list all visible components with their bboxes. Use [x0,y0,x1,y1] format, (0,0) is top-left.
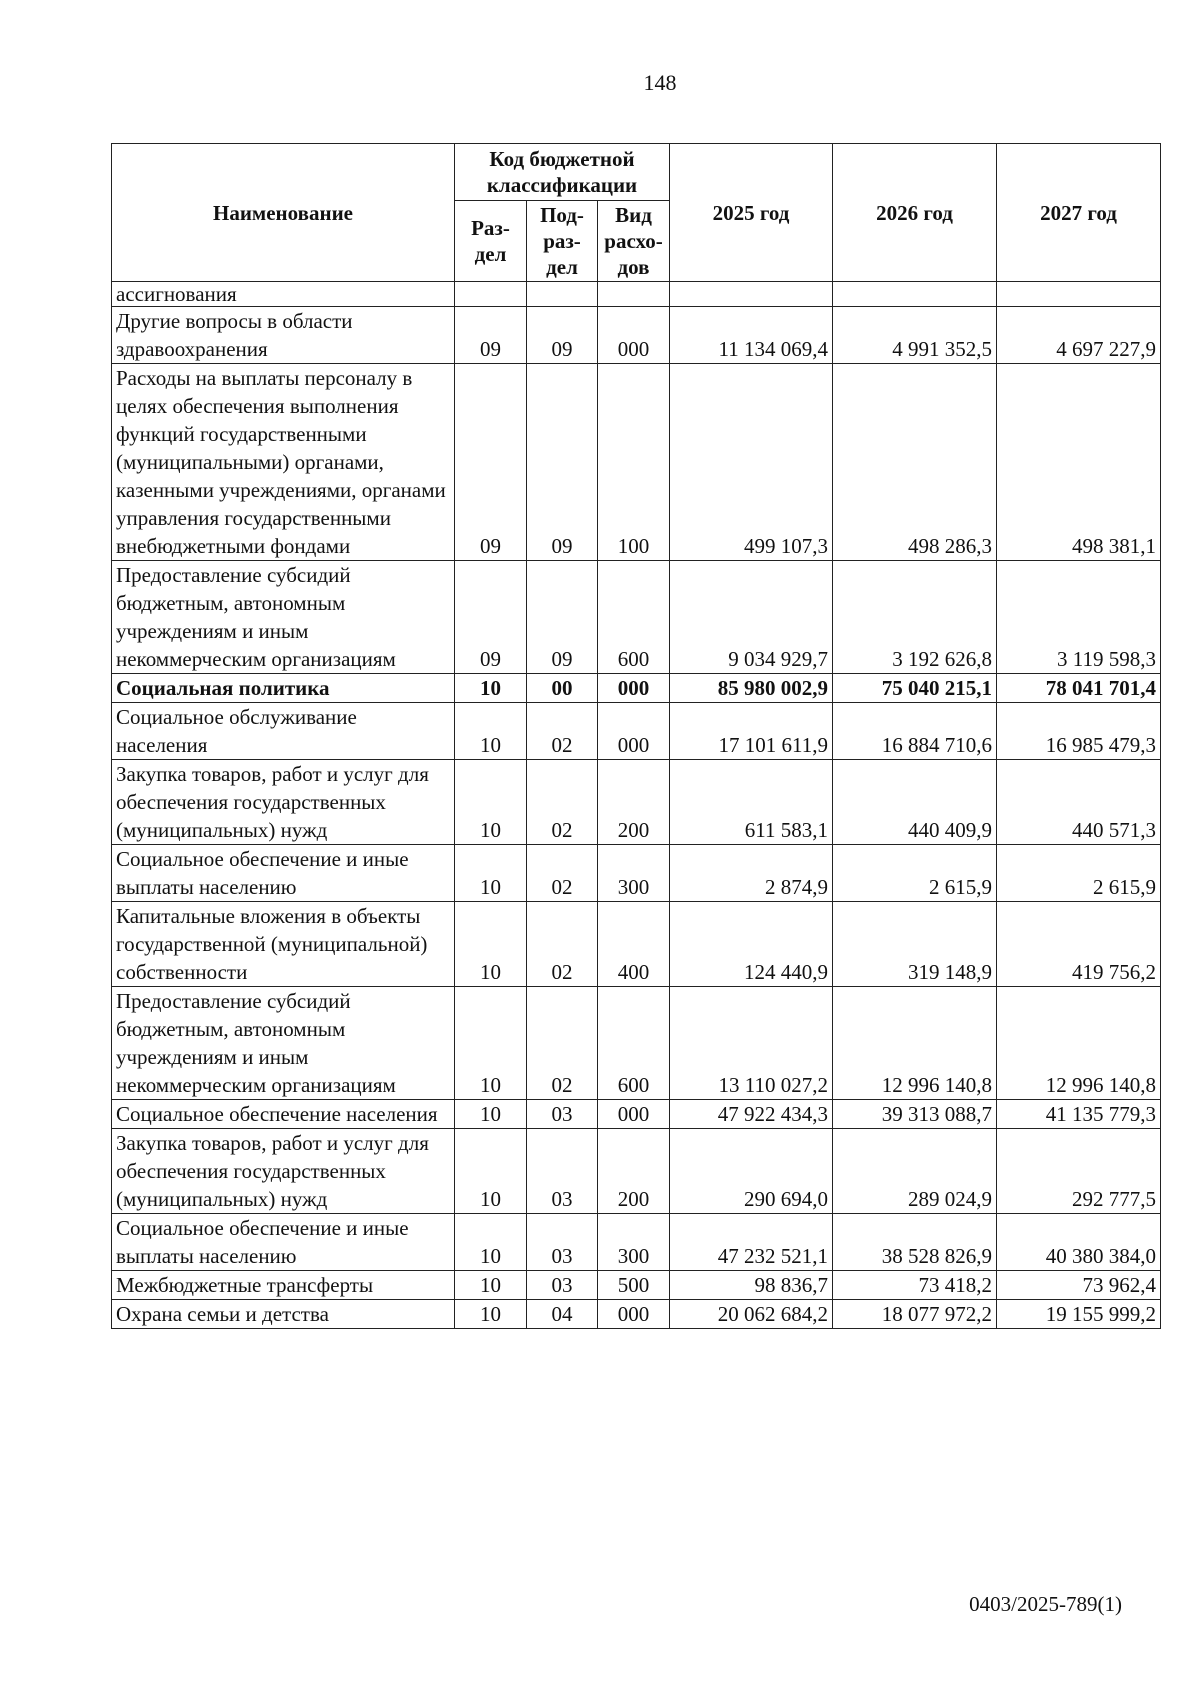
table-row [112,561,1161,674]
row-value-2025: 47 232 521,1 [670,1214,833,1271]
table-body [112,282,1161,1329]
row-name: Социальное обеспечение и иные выплаты населению [112,845,455,902]
row-name: Капитальные вложения в объекты государственной (муниципальной) собственности [112,902,455,987]
row-subsection: 02 [527,760,598,845]
row-value-2026: 75 040 215,1 [833,674,997,703]
row-value-2026: 38 528 826,9 [833,1214,997,1271]
header-budget-code: Код бюджетной классификации [455,144,670,201]
row-section [455,282,527,307]
row-value-2026: 440 409,9 [833,760,997,845]
row-expense-type: 500 [598,1271,670,1300]
row-value-2025: 2 874,9 [670,845,833,902]
row-section: 10 [455,1100,527,1129]
table-row [112,845,1161,902]
row-section: 10 [455,760,527,845]
budget-table [111,143,1161,1329]
table-row [112,902,1161,987]
row-value-2026: 289 024,9 [833,1129,997,1214]
row-value-2026: 12 996 140,8 [833,987,997,1100]
row-subsection: 02 [527,902,598,987]
row-value-2025: 611 583,1 [670,760,833,845]
row-value-2027: 16 985 479,3 [997,703,1161,760]
row-value-2025 [670,282,833,307]
row-subsection: 04 [527,1300,598,1329]
row-value-2027 [997,282,1161,307]
table-header [112,144,1161,282]
row-subsection: 03 [527,1271,598,1300]
row-value-2027: 41 135 779,3 [997,1100,1161,1129]
row-subsection: 02 [527,987,598,1100]
row-value-2026: 2 615,9 [833,845,997,902]
row-value-2025: 17 101 611,9 [670,703,833,760]
row-value-2025: 9 034 929,7 [670,561,833,674]
row-name: Социальное обеспечение населения [112,1100,455,1129]
row-name: Закупка товаров, работ и услуг для обеспечения государственных (муниципальных) нужд [112,1129,455,1214]
row-section: 09 [455,364,527,561]
row-subsection: 03 [527,1214,598,1271]
table-row [112,1214,1161,1271]
row-name: Социальное обслуживание населения [112,703,455,760]
row-expense-type: 000 [598,703,670,760]
row-section: 10 [455,674,527,703]
header-name: Наименование [112,144,455,282]
table-row [112,987,1161,1100]
row-value-2025: 124 440,9 [670,902,833,987]
row-subsection: 03 [527,1100,598,1129]
row-value-2027: 78 041 701,4 [997,674,1161,703]
row-value-2027: 292 777,5 [997,1129,1161,1214]
row-expense-type: 200 [598,760,670,845]
table-row [112,703,1161,760]
row-value-2025: 11 134 069,4 [670,307,833,364]
row-value-2026: 18 077 972,2 [833,1300,997,1329]
row-expense-type: 200 [598,1129,670,1214]
row-value-2027: 2 615,9 [997,845,1161,902]
row-name: Расходы на выплаты персоналу в целях обеспечения выполнения функций государственными (муниципальными) органами, казенными учреждениями, органами управления государственными внебюджетными фондами [112,364,455,561]
row-name: Закупка товаров, работ и услуг для обеспечения государственных (муниципальных) нужд [112,760,455,845]
row-value-2026: 39 313 088,7 [833,1100,997,1129]
row-value-2027: 73 962,4 [997,1271,1161,1300]
row-value-2027: 4 697 227,9 [997,307,1161,364]
table-row [112,307,1161,364]
row-subsection: 09 [527,364,598,561]
row-expense-type: 000 [598,1100,670,1129]
row-subsection: 03 [527,1129,598,1214]
table-row [112,282,1161,307]
header-year-2025: 2025 год [670,144,833,282]
row-name: Предоставление субсидий бюджетным, автономным учреждениям и иным некоммерческим организациям [112,987,455,1100]
row-value-2027: 19 155 999,2 [997,1300,1161,1329]
row-expense-type: 000 [598,1300,670,1329]
table-row [112,1271,1161,1300]
table-row [112,1300,1161,1329]
row-value-2026: 4 991 352,5 [833,307,997,364]
row-expense-type [598,282,670,307]
row-value-2026: 73 418,2 [833,1271,997,1300]
row-name: Другие вопросы в области здравоохранения [112,307,455,364]
row-expense-type: 100 [598,364,670,561]
row-value-2027: 12 996 140,8 [997,987,1161,1100]
header-year-2027: 2027 год [997,144,1161,282]
row-expense-type: 000 [598,307,670,364]
row-name: Социальная политика [112,674,455,703]
row-value-2027: 498 381,1 [997,364,1161,561]
row-value-2025: 13 110 027,2 [670,987,833,1100]
row-name: Охрана семьи и детства [112,1300,455,1329]
row-section: 10 [455,703,527,760]
row-subsection [527,282,598,307]
row-value-2025: 85 980 002,9 [670,674,833,703]
row-value-2027: 419 756,2 [997,902,1161,987]
row-section: 09 [455,307,527,364]
row-section: 10 [455,1129,527,1214]
row-name: Межбюджетные трансферты [112,1271,455,1300]
header-section: Раз-дел [455,201,527,282]
row-section: 09 [455,561,527,674]
row-value-2025: 47 922 434,3 [670,1100,833,1129]
header-expense-type: Вид расхо-дов [598,201,670,282]
table-row [112,1129,1161,1214]
table-row [112,674,1161,703]
row-value-2026: 16 884 710,6 [833,703,997,760]
row-section: 10 [455,1300,527,1329]
table-row [112,1100,1161,1129]
row-expense-type: 600 [598,561,670,674]
row-section: 10 [455,1214,527,1271]
row-value-2026: 498 286,3 [833,364,997,561]
row-name: Предоставление субсидий бюджетным, автономным учреждениям и иным некоммерческим организациям [112,561,455,674]
row-value-2027: 3 119 598,3 [997,561,1161,674]
row-expense-type: 000 [598,674,670,703]
row-value-2026: 3 192 626,8 [833,561,997,674]
row-subsection: 09 [527,307,598,364]
row-subsection: 00 [527,674,598,703]
table-row [112,760,1161,845]
row-expense-type: 400 [598,902,670,987]
header-subsection: Под-раз-дел [527,201,598,282]
row-value-2025: 499 107,3 [670,364,833,561]
document-code: 0403/2025-789(1) [969,1592,1122,1616]
table-row [112,364,1161,561]
row-subsection: 02 [527,845,598,902]
row-section: 10 [455,987,527,1100]
row-expense-type: 300 [598,1214,670,1271]
page-number: 148 [643,70,677,95]
header-year-2026: 2026 год [833,144,997,282]
row-value-2026 [833,282,997,307]
row-subsection: 09 [527,561,598,674]
row-expense-type: 600 [598,987,670,1100]
row-section: 10 [455,1271,527,1300]
row-value-2027: 40 380 384,0 [997,1214,1161,1271]
row-value-2027: 440 571,3 [997,760,1161,845]
row-name: ассигнования [112,282,455,307]
row-section: 10 [455,845,527,902]
row-value-2026: 319 148,9 [833,902,997,987]
row-value-2025: 20 062 684,2 [670,1300,833,1329]
row-expense-type: 300 [598,845,670,902]
row-subsection: 02 [527,703,598,760]
row-name: Социальное обеспечение и иные выплаты населению [112,1214,455,1271]
row-section: 10 [455,902,527,987]
row-value-2025: 98 836,7 [670,1271,833,1300]
row-value-2025: 290 694,0 [670,1129,833,1214]
